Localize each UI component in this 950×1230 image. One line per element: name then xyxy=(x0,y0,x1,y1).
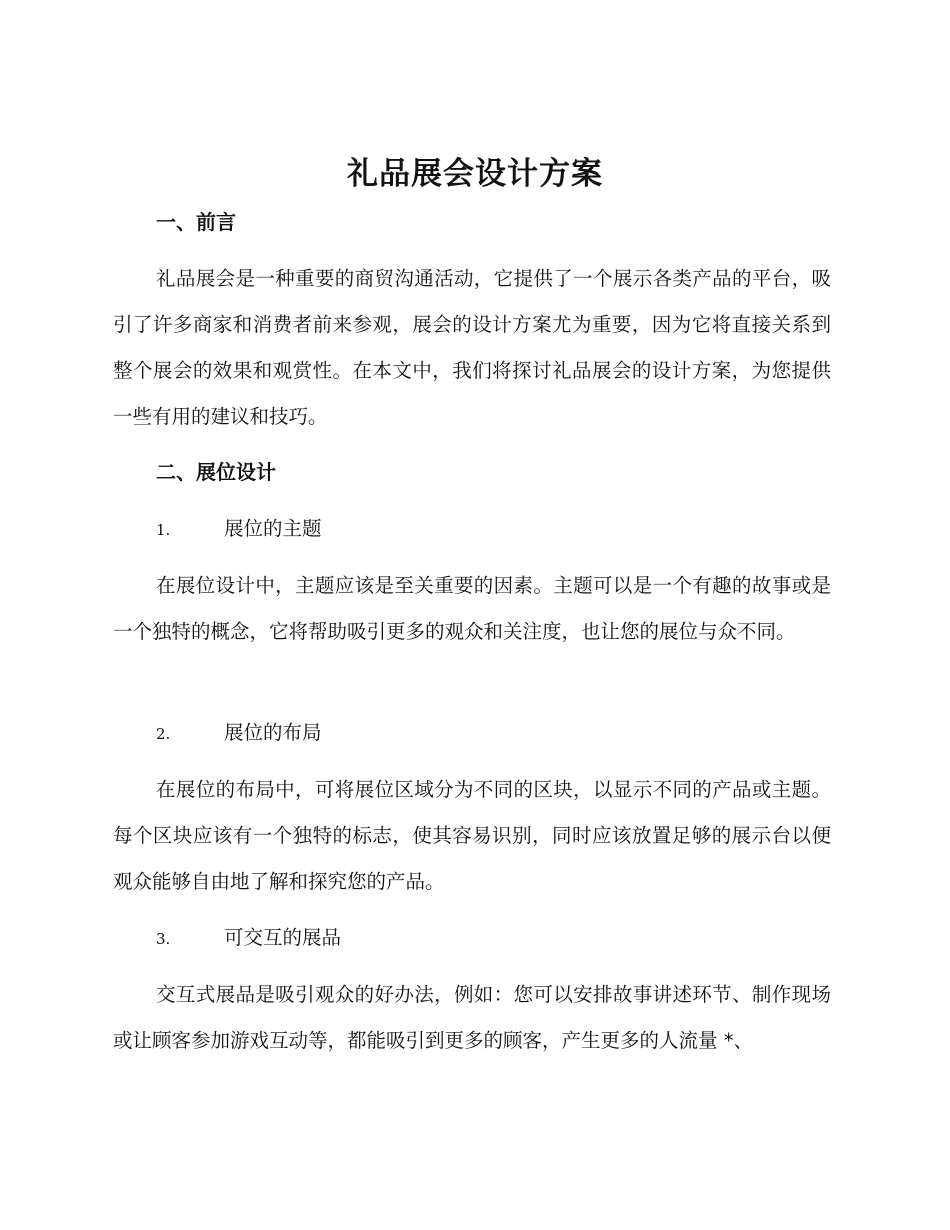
booth-layout-paragraph: 在展位的布局中，可将展位区域分为不同的区块，以显示不同的产品或主题。每个区块应该有一个独特的标志，使其容易识别，同时应该放置足够的展示台以便观众能够自由地了解和探究您的产品。 xyxy=(113,778,831,893)
document-title: 礼品展会设计方案 xyxy=(347,156,603,192)
list-item-booth-layout xyxy=(156,718,322,749)
section-heading-booth-design: 二、展位设计 xyxy=(156,460,276,484)
list-item-title: 可交互的展品 xyxy=(224,926,342,949)
list-item-booth-theme xyxy=(156,514,322,545)
preface-paragraph: 礼品展会是一种重要的商贸沟通活动，它提供了一个展示各类产品的平台，吸引了许多商家和消费者前来参观，展会的设计方案尤为重要，因为它将直接关系到整个展会的效果和观赏性。在本文中，我们将探讨礼品展会的设计方案，为您提供一些有用的建议和技巧。 xyxy=(113,267,831,428)
list-item-title: 展位的主题 xyxy=(224,517,322,540)
list-item-title: 展位的布局 xyxy=(224,721,322,744)
section-heading-preface: 一、前言 xyxy=(156,210,236,234)
list-number: 2. xyxy=(156,725,171,743)
interactive-exhibits-paragraph: 交互式展品是吸引观众的好办法，例如：您可以安排故事讲述环节、制作现场或让顾客参加游戏互动等，都能吸引到更多的顾客，产生更多的人流量 *、 xyxy=(113,983,831,1052)
list-number: 3. xyxy=(156,930,171,948)
list-number: 1. xyxy=(156,521,171,539)
list-item-interactive-exhibits xyxy=(156,923,341,954)
booth-theme-paragraph: 在展位设计中，主题应该是至关重要的因素。主题可以是一个有趣的故事或是一个独特的概念，它将帮助吸引更多的观众和关注度，也让您的展位与众不同。 xyxy=(113,574,831,643)
